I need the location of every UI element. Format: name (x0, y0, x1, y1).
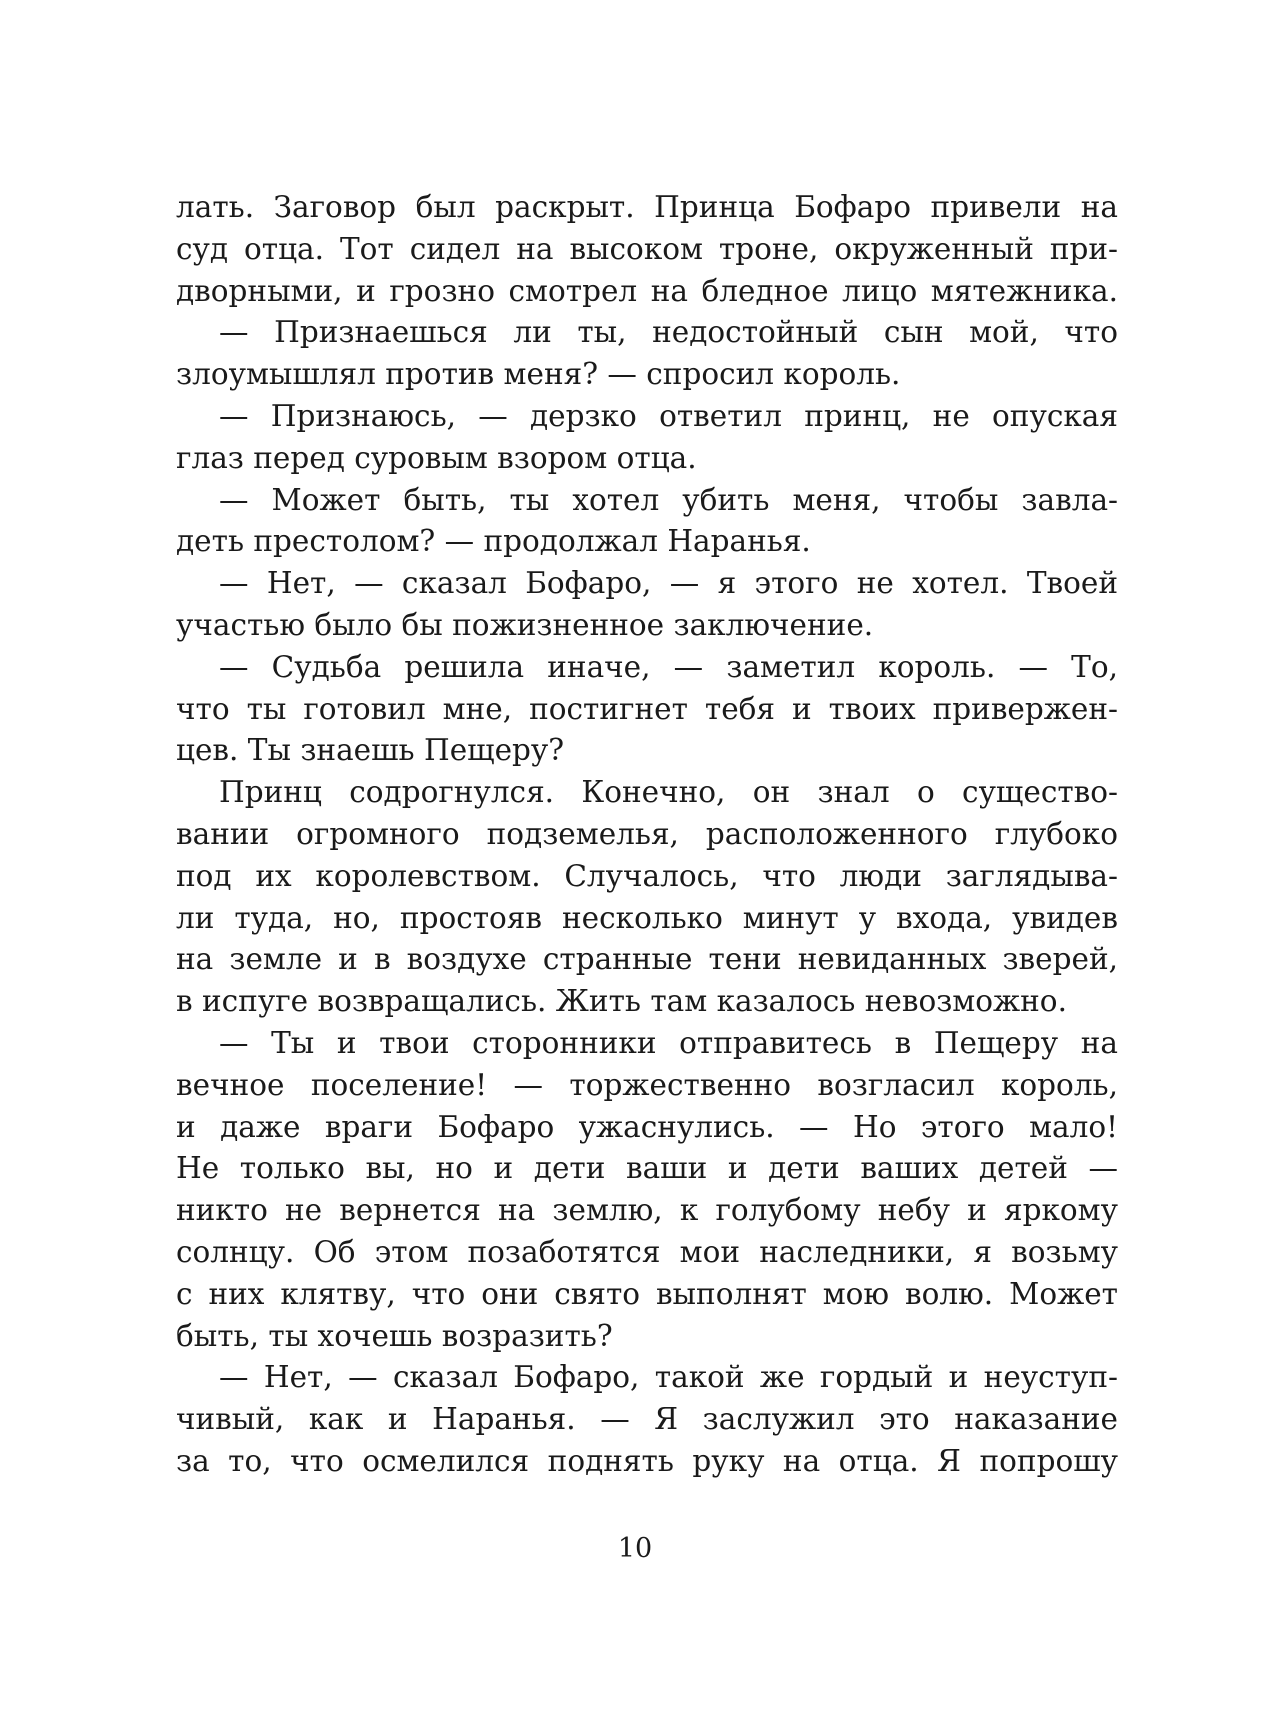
text-line: дворными, и грозно смотрел на бледное лицо мятежника. (176, 273, 1118, 308)
text-line: и даже враги Бофаро ужаснулись. — Но этого мало! (176, 1109, 1118, 1144)
text-line: под их королевством. Случалось, что люди заглядыва- (176, 858, 1118, 893)
text-line: в испуге возвращались. Жить там казалось невозможно. (176, 984, 1067, 1019)
text-line: солнцу. Об этом позаботятся мои наследники, я возьму (176, 1234, 1118, 1269)
text-line: вечное поселение! — торжественно возгласил король, (176, 1067, 1118, 1102)
text-line: суд отца. Тот сидел на высоком троне, окруженный при- (176, 231, 1118, 266)
page-number: 10 (617, 1533, 653, 1564)
text-line: чивый, как и Наранья. — Я заслужил это наказание (176, 1402, 1118, 1437)
text-line: — Ты и твои сторонники отправитесь в Пещеру на (219, 1025, 1118, 1060)
text-line: — Признаюсь, — дерзко ответил принц, не опуская (219, 398, 1118, 433)
text-line: вании огромного подземелья, расположенного глубоко (176, 816, 1118, 851)
text-line: лать. Заговор был раскрыт. Принца Бофаро привели на (176, 190, 1118, 224)
text-line: — Судьба решила иначе, — заметил король. — То, (219, 649, 1118, 684)
text-line: Не только вы, но и дети ваши и дети ваших детей — (176, 1151, 1118, 1186)
text-line: — Нет, — сказал Бофаро, — я этого не хотел. Твоей (219, 566, 1118, 601)
text-line: быть, ты хочешь возразить? (176, 1318, 613, 1353)
body-text (176, 187, 1118, 1483)
text-line: деть престолом? — продолжал Наранья. (176, 524, 811, 559)
text-line: никто не вернется на землю, к голубому небу и яркому (176, 1193, 1118, 1228)
text-line: за то, что осмелился поднять руку на отца. Я попрошу (176, 1443, 1118, 1478)
text-line: — Нет, — сказал Бофаро, такой же гордый и неуступ- (219, 1360, 1118, 1395)
text-line: что ты готовил мне, постигнет тебя и твоих привержен- (176, 691, 1118, 726)
text-line: — Признаешься ли ты, недостойный сын мой, что (219, 315, 1118, 350)
text-line: на земле и в воздухе странные тени невиданных зверей, (176, 942, 1118, 977)
text-line: цев. Ты знаешь Пещеру? (176, 733, 565, 768)
text-line: глаз перед суровым взором отца. (176, 440, 697, 475)
text-line: участью было бы пожизненное заключение. (176, 607, 874, 642)
text-line: ли туда, но, простояв несколько минут у входа, увидев (176, 900, 1118, 935)
text-line: злоумышлял против меня? — спросил король. (176, 357, 901, 392)
text-line: Принц содрогнулся. Конечно, он знал о существо- (219, 775, 1118, 810)
text-line: — Может быть, ты хотел убить меня, чтобы завла- (219, 482, 1118, 517)
text-line: с них клятву, что они свято выполнят мою волю. Может (176, 1276, 1118, 1311)
